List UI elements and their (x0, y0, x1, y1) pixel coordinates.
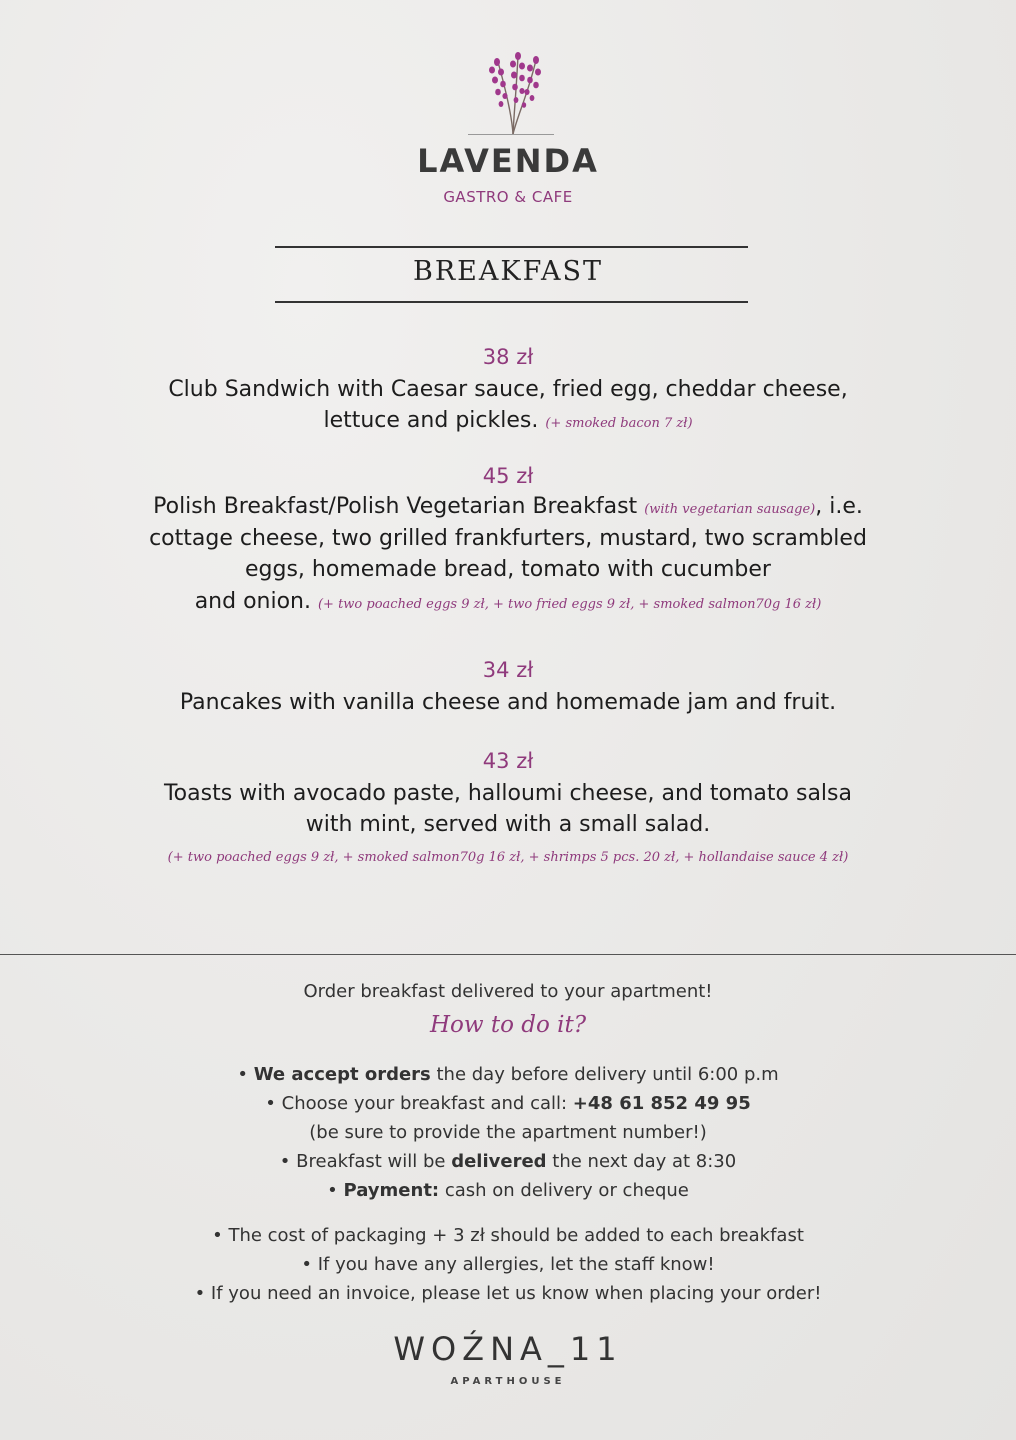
bullet: • (327, 1180, 338, 1201)
item-description: eggs, homemade bread, tomato with cucumber (245, 557, 771, 582)
item-description-line: Polish Breakfast/Polish Vegetarian Breakfast (153, 494, 638, 519)
delivery-note: • If you need an invoice, please let us know when placing your order! (194, 1283, 822, 1304)
delivery-intro: Order breakfast delivered to your apartment! (303, 981, 713, 1002)
delivery-step (0, 1151, 1016, 1172)
step-text: Choose your breakfast and call: (281, 1093, 573, 1114)
section-title: BREAKFAST (413, 256, 603, 287)
delivery-step (0, 1093, 1016, 1114)
item-extras-note: (+ two poached eggs 9 zł, + two fried eggs 9 zł, + smoked salmon70g 16 zł) (317, 597, 822, 612)
item-price: 34 zł (482, 658, 534, 682)
lavender-sprig-icon (468, 48, 558, 140)
item-price: 38 zł (482, 345, 534, 369)
bullet: • (279, 1151, 291, 1172)
logo-underline (468, 134, 554, 135)
item-description-line: and onion. (194, 589, 311, 614)
footer-sub: APARTHOUSE (450, 1376, 566, 1387)
item-description-line: , i.e. (815, 494, 863, 519)
title-rule-bottom (275, 301, 748, 303)
item-description: cottage cheese, two grilled frankfurters, mustard, two scrambled (149, 526, 867, 551)
item-description (0, 494, 1016, 519)
item-description: Toasts with avocado paste, halloumi cheese, and tomato salsa (163, 781, 852, 806)
note-text: If you need an invoice, please let us know when placing your order! (210, 1283, 822, 1304)
brand-name: LAVENDA (417, 142, 599, 180)
footer-logo: WOŹNA_11 (393, 1330, 623, 1368)
item-description (0, 408, 1016, 433)
step-text: Breakfast will be (296, 1151, 452, 1172)
delivery-step: (be sure to provide the apartment number!) (309, 1122, 707, 1143)
brand-tagline: GASTRO & CAFE (443, 188, 573, 206)
item-description: Pancakes with vanilla cheese and homemade jam and fruit. (179, 690, 837, 715)
bullet: • (265, 1093, 276, 1114)
item-price: 43 zł (482, 749, 534, 773)
delivery-note: • If you have any allergies, let the staff know! (301, 1254, 715, 1275)
item-price: 45 zł (482, 464, 534, 488)
title-rule-top (275, 246, 748, 248)
item-description: with mint, served with a small salad. (305, 812, 711, 837)
step-bold: Payment: (343, 1180, 440, 1201)
step-text: cash on delivery or cheque (439, 1180, 689, 1201)
item-extras-note: (+ two poached eggs 9 zł, + smoked salmon70g 16 zł, + shrimps 5 pcs. 20 zł, + hollandaise sauce 4 zł) (167, 850, 849, 865)
item-inline-note: (with vegetarian sausage) (644, 502, 816, 517)
step-bold: delivered (451, 1151, 547, 1172)
delivery-howto: How to do it? (429, 1012, 587, 1038)
item-description-line: lettuce and pickles. (323, 408, 539, 433)
section-divider (0, 954, 1016, 955)
bullet: • (237, 1064, 248, 1085)
note-text: If you have any allergies, let the staff know! (317, 1254, 715, 1275)
delivery-step (0, 1064, 1016, 1085)
item-description: Club Sandwich with Caesar sauce, fried egg, cheddar cheese, (168, 377, 848, 402)
delivery-note: • The cost of packaging + 3 zł should be added to each breakfast (212, 1225, 804, 1246)
item-extras-note: (+ smoked bacon 7 zł) (545, 416, 693, 431)
phone-number: +48 61 852 49 95 (572, 1093, 751, 1114)
delivery-step (0, 1180, 1016, 1201)
step-text: the day before delivery until 6:00 p.m (430, 1064, 779, 1085)
step-bold: We accept orders (253, 1064, 431, 1085)
item-description (0, 589, 1016, 614)
step-text: the next day at 8:30 (546, 1151, 737, 1172)
note-text: The cost of packaging + 3 zł should be added to each breakfast (228, 1225, 804, 1246)
